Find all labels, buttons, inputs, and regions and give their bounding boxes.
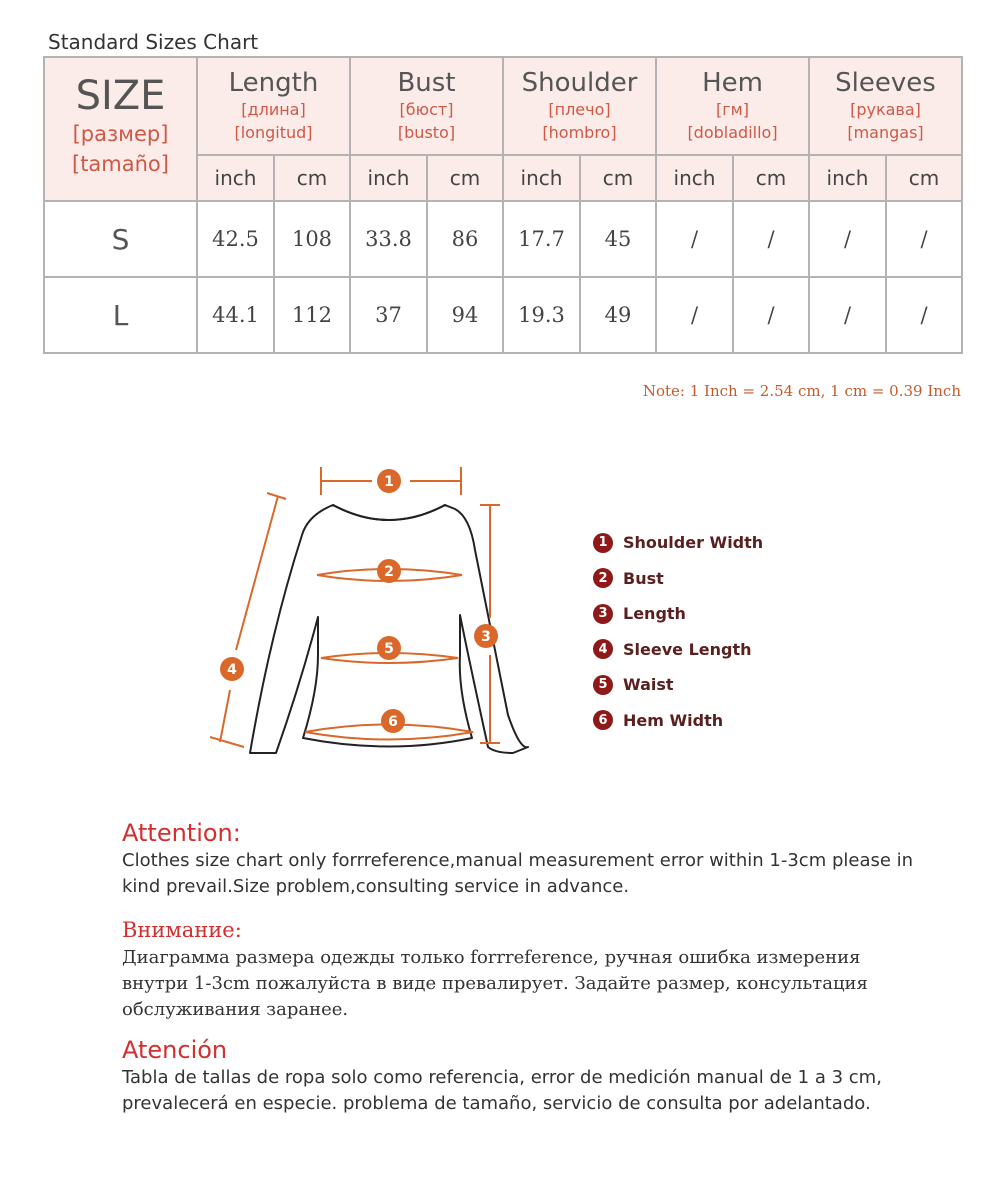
legend-item xyxy=(593,525,763,561)
attention-english xyxy=(122,818,922,900)
column-label-es: [hombro] xyxy=(542,123,617,142)
measurement-legend xyxy=(593,525,763,738)
legend-number: 5 xyxy=(593,675,613,695)
legend-label: Sleeve Length xyxy=(623,639,752,659)
legend-item xyxy=(593,561,763,597)
column-header-hem xyxy=(656,57,809,155)
table-cell: 37 xyxy=(350,277,427,353)
size-header-label: SIZE xyxy=(75,73,166,119)
table-cell: / xyxy=(809,201,886,277)
column-label-es: [busto] xyxy=(397,123,456,142)
column-label-es: [longitud] xyxy=(234,123,313,142)
legend-label: Shoulder Width xyxy=(623,533,764,553)
column-label-ru: [бюст] xyxy=(399,100,454,119)
legend-item xyxy=(593,703,763,739)
unit-cm: cm xyxy=(427,155,503,201)
table-cell: / xyxy=(656,201,733,277)
marker-4-label: 4 xyxy=(227,662,237,678)
unit-cm: cm xyxy=(580,155,656,201)
column-label-ru: [рукава] xyxy=(850,100,921,119)
legend-item xyxy=(593,667,763,703)
column-header-shoulder xyxy=(503,57,656,155)
attention-spanish xyxy=(122,1035,922,1117)
table-cell: / xyxy=(733,277,809,353)
table-cell: 17.7 xyxy=(503,201,580,277)
marker-3-label: 3 xyxy=(481,629,491,645)
table-cell: 44.1 xyxy=(197,277,274,353)
column-label: Sleeves xyxy=(835,68,936,98)
column-label: Hem xyxy=(702,68,763,98)
unit-inch: inch xyxy=(503,155,580,201)
column-label: Shoulder xyxy=(521,68,638,98)
attention-text: Диаграмма размера одежды только forrreference, ручная ошибка измерения внутри 1-3cm пожалуйста в виде превалирует. Задайте размер, консультация обслуживания заранее. xyxy=(122,947,868,1020)
table-cell: 33.8 xyxy=(350,201,427,277)
table-cell: 45 xyxy=(580,201,656,277)
table-cell: / xyxy=(733,201,809,277)
chart-title: Standard Sizes Chart xyxy=(48,30,259,54)
legend-label: Waist xyxy=(623,675,674,695)
column-label: Length xyxy=(228,68,319,98)
marker-1-label: 1 xyxy=(384,474,394,490)
table-cell: 19.3 xyxy=(503,277,580,353)
size-table xyxy=(43,56,963,354)
conversion-note: Note: 1 Inch = 2.54 cm, 1 cm = 0.39 Inch xyxy=(642,382,961,400)
unit-inch: inch xyxy=(656,155,733,201)
table-cell: / xyxy=(656,277,733,353)
table-cell: 112 xyxy=(274,277,350,353)
table-cell: / xyxy=(886,201,962,277)
attention-russian xyxy=(122,915,922,1023)
marker-2-label: 2 xyxy=(384,564,394,580)
legend-number: 4 xyxy=(593,639,613,659)
column-label-ru: [гм] xyxy=(716,100,749,119)
table-row xyxy=(44,277,962,353)
unit-cm: cm xyxy=(733,155,809,201)
column-label-es: [dobladillo] xyxy=(687,123,778,142)
legend-item xyxy=(593,632,763,668)
size-header-es: [tamaño] xyxy=(72,152,169,176)
table-row xyxy=(44,201,962,277)
legend-number: 6 xyxy=(593,710,613,730)
attention-text: Clothes size chart only forrreference,manual measurement error within 1-3cm please in kind prevail.Size problem,consulting service in advance. xyxy=(122,850,914,897)
size-header-ru: [размер] xyxy=(72,122,169,146)
table-cell: / xyxy=(886,277,962,353)
legend-label: Hem Width xyxy=(623,710,724,730)
table-cell: 108 xyxy=(274,201,350,277)
marker-6-label: 6 xyxy=(388,714,398,730)
unit-cm: cm xyxy=(274,155,350,201)
column-label-ru: [плечо] xyxy=(548,100,611,119)
size-header-cell xyxy=(44,57,197,201)
column-header-bust xyxy=(350,57,503,155)
table-cell: 42.5 xyxy=(197,201,274,277)
table-cell: 49 xyxy=(580,277,656,353)
unit-inch: inch xyxy=(809,155,886,201)
attention-title: Attention: xyxy=(122,819,241,847)
unit-inch: inch xyxy=(197,155,274,201)
attention-text: Tabla de tallas de ropa solo como referencia, error de medición manual de 1 a 3 cm, prevalecerá en especie. problema de tamaño, servicio de consulta por adelantado. xyxy=(122,1067,882,1114)
legend-number: 1 xyxy=(593,533,613,553)
unit-cm: cm xyxy=(886,155,962,201)
legend-label: Length xyxy=(623,604,686,624)
legend-number: 3 xyxy=(593,604,613,624)
marker-5-label: 5 xyxy=(384,641,394,657)
column-header-sleeves xyxy=(809,57,962,155)
column-label-es: [mangas] xyxy=(847,123,924,142)
column-label-ru: [длина] xyxy=(241,100,306,119)
legend-item xyxy=(593,596,763,632)
legend-label: Bust xyxy=(623,568,664,588)
legend-number: 2 xyxy=(593,568,613,588)
row-size: S xyxy=(44,201,197,277)
table-cell: / xyxy=(809,277,886,353)
column-header-length xyxy=(197,57,350,155)
table-cell: 94 xyxy=(427,277,503,353)
row-size: L xyxy=(44,277,197,353)
attention-title: Внимание: xyxy=(122,918,242,942)
attention-title: Atención xyxy=(122,1036,228,1064)
column-label: Bust xyxy=(397,68,456,98)
unit-inch: inch xyxy=(350,155,427,201)
table-cell: 86 xyxy=(427,201,503,277)
